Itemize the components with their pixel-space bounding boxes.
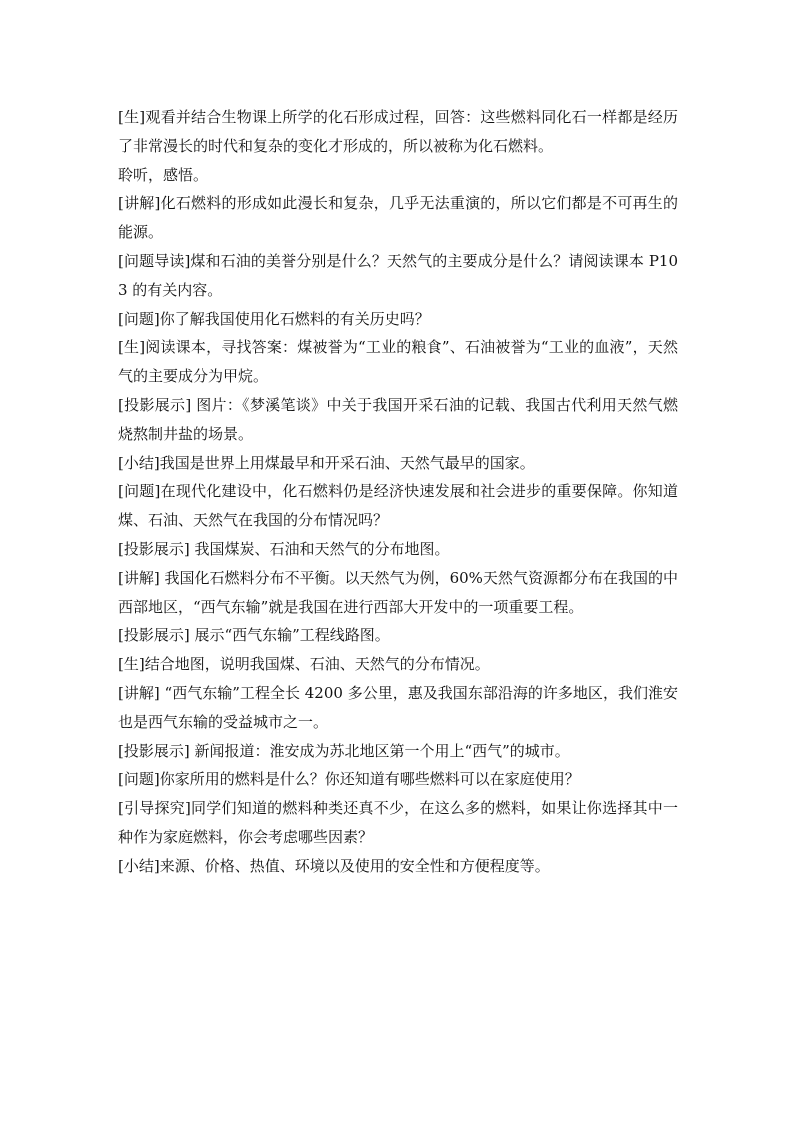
paragraph: [问题]在现代化建设中，化石燃料仍是经济快速发展和社会进步的重要保障。你知道煤、石油、天然气在我国的分布情况吗？ (118, 482, 678, 530)
paragraph: [投影展示] 我国煤炭、石油和天然气的分布地图。 (118, 539, 450, 558)
paragraph: 聆听，感悟。 (118, 165, 209, 184)
paragraph: [讲解] 我国化石燃料分布不平衡。以天然气为例，60%天然气资源都分布在我国的中西部地区，“西气东输”就是我国在进行西部大开发中的一项重要工程。 (118, 568, 678, 616)
paragraph: [投影展示] 图片：《梦溪笔谈》中关于我国开采石油的记载、我国古代利用天然气燃烧熬制井盐的场景。 (118, 395, 678, 443)
paragraph: [讲解]化石燃料的形成如此漫长和复杂，几乎无法重演的，所以它们都是不可再生的能源。 (118, 194, 678, 242)
paragraph: [小结]我国是世界上用煤最早和开采石油、天然气最早的国家。 (118, 453, 535, 472)
paragraph: [问题]你了解我国使用化石燃料的有关历史吗？ (118, 309, 430, 328)
document-body (118, 103, 678, 881)
paragraph: [问题]你家所用的燃料是什么？你还知道有哪些燃料可以在家庭使用？ (118, 770, 580, 789)
paragraph: [引导探究]同学们知道的燃料种类还真不少，在这么多的燃料，如果让你选择其中一种作为家庭燃料，你会考虑哪些因素？ (118, 799, 678, 846)
paragraph: [投影展示] 展示“西气东输”工程线路图。 (118, 626, 390, 645)
paragraph: [小结]来源、价格、热值、环境以及使用的安全性和方便程度等。 (118, 856, 550, 875)
paragraph: [讲解] “西气东输”工程全长 4200 多公里，惠及我国东部沿海的许多地区，我们淮安也是西气东输的受益城市之一。 (118, 683, 678, 731)
paragraph: [投影展示] 新闻报道：淮安成为苏北地区第一个用上“西气”的城市。 (118, 741, 570, 760)
paragraph: [生]观看并结合生物课上所学的化石形成过程，回答：这些燃料同化石一样都是经历了非常漫长的时代和复杂的变化才形成的，所以被称为化石燃料。 (118, 108, 678, 155)
paragraph: [生]阅读课本，寻找答案：煤被誉为“工业的粮食”、石油被誉为“工业的血液”，天然气的主要成分为甲烷。 (118, 338, 678, 386)
paragraph: [问题导读]煤和石油的美誉分别是什么？天然气的主要成分是什么？请阅读课本 P103 的有关内容。 (118, 251, 678, 299)
paragraph: [生]结合地图，说明我国煤、石油、天然气的分布情况。 (118, 655, 490, 674)
